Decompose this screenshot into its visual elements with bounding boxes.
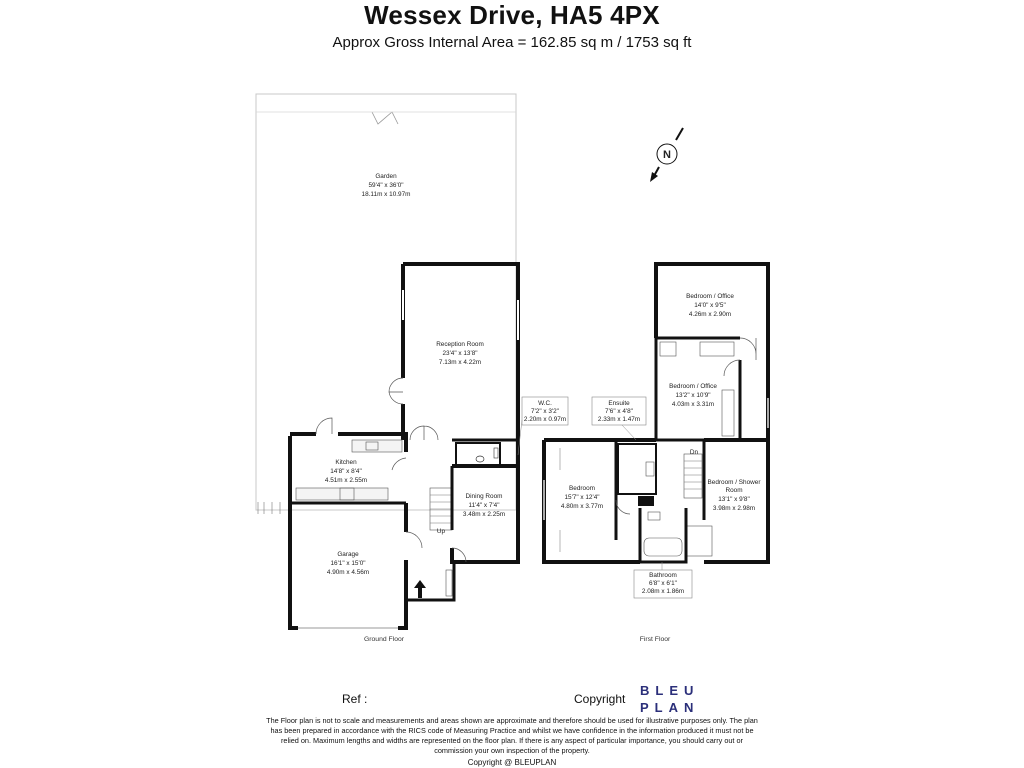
disclaimer-text: The Floor plan is not to scale and measurements and areas shown are approximate and therefore should be used for illustrative purposes only. The plan has been prepared in accordance with the RICS code of Measuring Practice and whilst we have confidence in the information produced it must not be relied on. Maximum lengths and widths are represented on the floor plan. If there is any aspect of particular importance, you should carry out or commission your own inspection of the property.	[266, 716, 758, 755]
compass-needle-top	[676, 128, 683, 140]
bedroom-metric: 4.80m x 3.77m	[560, 503, 604, 510]
logo-line-2: PLAN	[640, 700, 700, 715]
bedroom-office-2-metric: 4.03m x 3.31m	[671, 401, 715, 408]
reception-imperial: 23'4" x 13'8"	[442, 350, 478, 357]
bedroom-office-2-door	[724, 360, 740, 376]
ensuite-name: Ensuite	[608, 400, 630, 407]
kitchen-metric: 4.51m x 2.55m	[324, 477, 368, 484]
wardrobe-office-2	[722, 390, 734, 436]
garden-imperial: 59'4" x 36'0"	[368, 182, 404, 189]
first-stairs	[684, 454, 702, 498]
copyright-credit: Copyright @ BLEUPLAN	[467, 758, 557, 767]
wc-metric: 2.20m x 0.97m	[523, 416, 567, 423]
entrance-arrow-icon	[414, 580, 426, 598]
kitchen-imperial: 14'8" x 8'4"	[330, 468, 362, 475]
bathroom-metric: 2.08m x 1.86m	[641, 588, 685, 595]
ensuite-fixture	[638, 496, 654, 506]
ensuite-label-leader	[622, 425, 636, 440]
kitchen-worktop-bottom	[296, 488, 388, 500]
dining-imperial: 11'4" x 7'4"	[468, 502, 500, 509]
garden-name: Garden	[375, 173, 397, 180]
ref-label: Ref :	[342, 692, 368, 706]
garage-name: Garage	[337, 551, 359, 558]
reception-french-doors	[389, 378, 403, 404]
bathroom-name: Bathroom	[649, 572, 677, 579]
garden-break-symbol	[372, 112, 398, 124]
ground-floor-label: Ground Floor	[363, 636, 405, 643]
dining-name: Dining Room	[465, 493, 503, 500]
first-stair-treads	[684, 461, 702, 489]
compass-arrow-icon	[650, 172, 658, 182]
compass	[650, 128, 683, 182]
stairs-down-label: Dn	[689, 449, 699, 456]
logo-line-1: BLEU	[640, 683, 700, 698]
shower-tray	[686, 526, 712, 556]
bedroom-walls-left	[544, 440, 600, 562]
bedroom-office-1-door	[740, 338, 756, 360]
compass-label: N	[663, 149, 671, 161]
bedroom-shower-metric: 3.98m x 2.98m	[712, 505, 756, 512]
bedroom-shower-name: Bedroom / Shower	[707, 479, 761, 486]
ensuite-basin	[646, 462, 654, 476]
kitchen-hall-door	[392, 458, 406, 470]
kitchen-name: Kitchen	[335, 459, 357, 466]
bathroom-bath	[644, 538, 682, 556]
dining-metric: 3.48m x 2.25m	[462, 511, 506, 518]
bathroom-walls	[640, 508, 686, 562]
wc-imperial: 7'2" x 3'2"	[531, 408, 559, 415]
dining-door	[452, 548, 466, 562]
wc-toilet	[476, 456, 484, 462]
wardrobe-top-right	[700, 342, 734, 356]
ground-stair-treads	[430, 495, 452, 523]
bedroom-office-1-name: Bedroom / Office	[686, 293, 734, 300]
bedroom-office-2-imperial: 13'2" x 10'9"	[675, 392, 711, 399]
garden-gate	[258, 502, 280, 514]
porch-walls	[406, 562, 454, 600]
garage-imperial: 16'1" x 15'0"	[330, 560, 366, 567]
reception-wall-right	[403, 264, 518, 468]
bedroom-shower-name2: Room	[725, 487, 743, 494]
bedroom-office-2-name: Bedroom / Office	[669, 383, 717, 390]
garden-metric: 18.11m x 10.97m	[361, 191, 411, 198]
ensuite-walls	[618, 444, 656, 494]
reception-metric: 7.13m x 4.22m	[438, 359, 482, 366]
bedroom-name: Bedroom	[569, 485, 595, 492]
stairs-up-label: Up	[436, 528, 446, 535]
bedroom-imperial: 15'7" x 12'4"	[564, 494, 600, 501]
bedroom-office-1-metric: 4.26m x 2.90m	[688, 311, 732, 318]
ensuite-metric: 2.33m x 1.47m	[597, 416, 641, 423]
bleuplan-logo	[640, 682, 699, 716]
garage-internal-door	[406, 532, 422, 548]
bedroom-door	[616, 500, 630, 514]
kitchen-back-door	[316, 418, 332, 434]
wardrobe-top-left	[660, 342, 676, 356]
bedroom-shower-imperial: 13'1" x 9'8"	[718, 496, 750, 503]
reception-hall-doors	[410, 426, 438, 440]
reception-name: Reception Room	[436, 341, 484, 348]
copyright-label: Copyright	[574, 692, 626, 706]
wc-name: W.C.	[538, 400, 552, 407]
page-title: Wessex Drive, HA5 4PX	[364, 0, 660, 30]
porch-window	[446, 570, 452, 596]
area-subtitle: Approx Gross Internal Area = 162.85 sq m / 1753 sq ft	[332, 34, 692, 51]
bathroom-basin	[648, 512, 660, 520]
wc-basin	[494, 448, 498, 458]
ensuite-imperial: 7'6" x 4'8"	[605, 408, 633, 415]
bedroom-office-1-imperial: 14'0" x 9'5"	[694, 302, 726, 309]
bedroom-office-1-walls	[656, 264, 768, 440]
bathroom-imperial: 6'8" x 6'1"	[649, 580, 677, 587]
garage-metric: 4.90m x 4.56m	[326, 569, 370, 576]
first-floor-label: First Floor	[639, 636, 671, 643]
